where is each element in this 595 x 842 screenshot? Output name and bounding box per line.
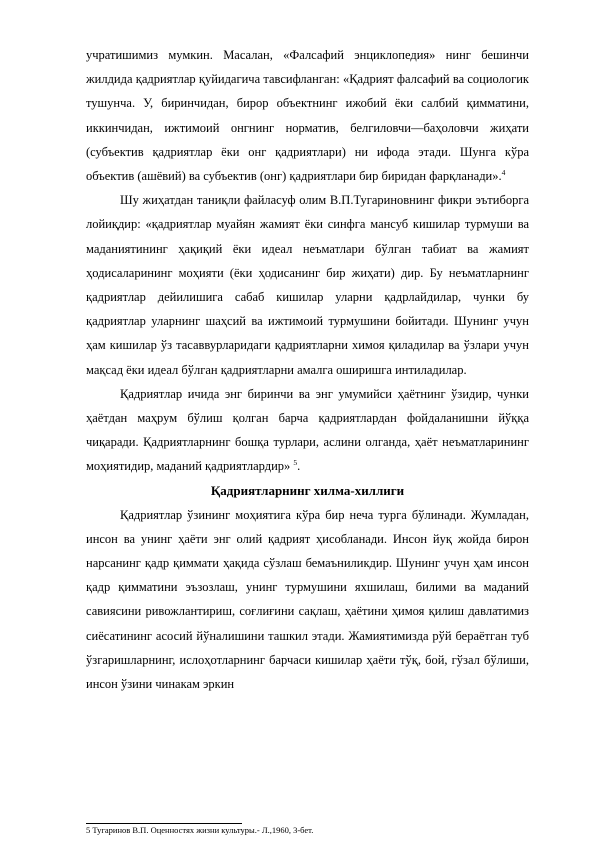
body-text — [86, 43, 529, 696]
section-heading: Қадриятларнинг хилма-хиллиги — [210, 482, 405, 498]
footnote-ref-5: 5 — [293, 458, 298, 468]
footnote-ref-4: 4 — [501, 168, 506, 178]
paragraph-1: учратишимиз мумкин. Масалан, «Фалсафий энциклопедия» нинг бешинчи жилдида қадриятлар қуйидагича тавсифланган: «Қадрият фалсафий ва социологик тушунча. У, биринчидан, бирор объектнинг ижобий ёки салбий қимматини, иккинчидан, ижтимоий онгнинг норматив, белгиловчи—баҳоловчи жиҳати (субъектив қадриятлар ёки онг қадриятлари) ни ифода этади. Шунга кўра объектив (ашёвий) ва субъектив (онг) қадриятлари бир биридан фарқланади».$^4$ — [86, 48, 529, 184]
footnote-divider — [86, 823, 242, 824]
paragraph-2: Шу жиҳатдан таниқли файласуф олим В.П.Тугариновнинг фикри эътиборга лойиқдир: «қадриятлар муайян жамият ёки синфга мансуб кишилар турмуши ва маданиятининг ҳақиқий ёки идеал неъматлари бўлган табиат ва жамият ҳодисаларининг моҳияти (ёки ҳодисанинг бир жиҳати) дир. Бу неъматларнинг қадриятлар дейилишига сабаб кишилар уларни қадрлайдилар, чунки бу қадриятлар уларнинг шаҳсий ва ижтимоий турмушини бойитади. Шунинг учун ҳам кишилар ўз тасаввурларидаги қадриятларни химоя қиладилар ва ўзлари учун мақсад ёки идеал бўлган қадриятларни амалга оширишга интиладилар. — [86, 193, 529, 377]
paragraph-3: Қадриятлар ичида энг биринчи ва энг умумийси ҳаётнинг ўзидир, чунки ҳаётдан маҳрум бўлиш қолган барча қадриятлардан фойдаланишни йўққа чиқаради. Қадриятларнинг бошқа турлари, аслини олганда, ҳаёт неъматларининг моҳиятидир, маданий қадриятлардир» $^5$. — [86, 386, 529, 474]
footnote-text: 5 Тугаринов В.П. Оценностях жизни культуры.- Л.,1960, 3-бет. — [86, 825, 314, 835]
paragraph-4: Қадриятлар ўзининг моҳиятига кўра бир неча турга бўлинади. Жумладан, инсон ва унинг ҳаёти энг олий қадрият ҳисобланади. Инсон йуқ жойда бирон нарсанинг қадр қиммати ҳақида сўзлаш бемаъниликдир. Шунинг учун ҳам инсон қадр қимматини эъзозлаш, унинг турмушини яхшилаш, билими ва маданий савиясини ривожлантириш, соғлиғини сақлаш, ҳаётини ҳимоя қилиш давлатимиз сиёсатининг асосий йўналишини ташкил этади. Жамиятимизда рўй бераётган туб ўзгаришларнинг, ислоҳотларнинг барчаси кишилар ҳаёти тўқ, бой, гўзал бўлиши, инсон ўзини чинакам эркин — [86, 507, 529, 692]
